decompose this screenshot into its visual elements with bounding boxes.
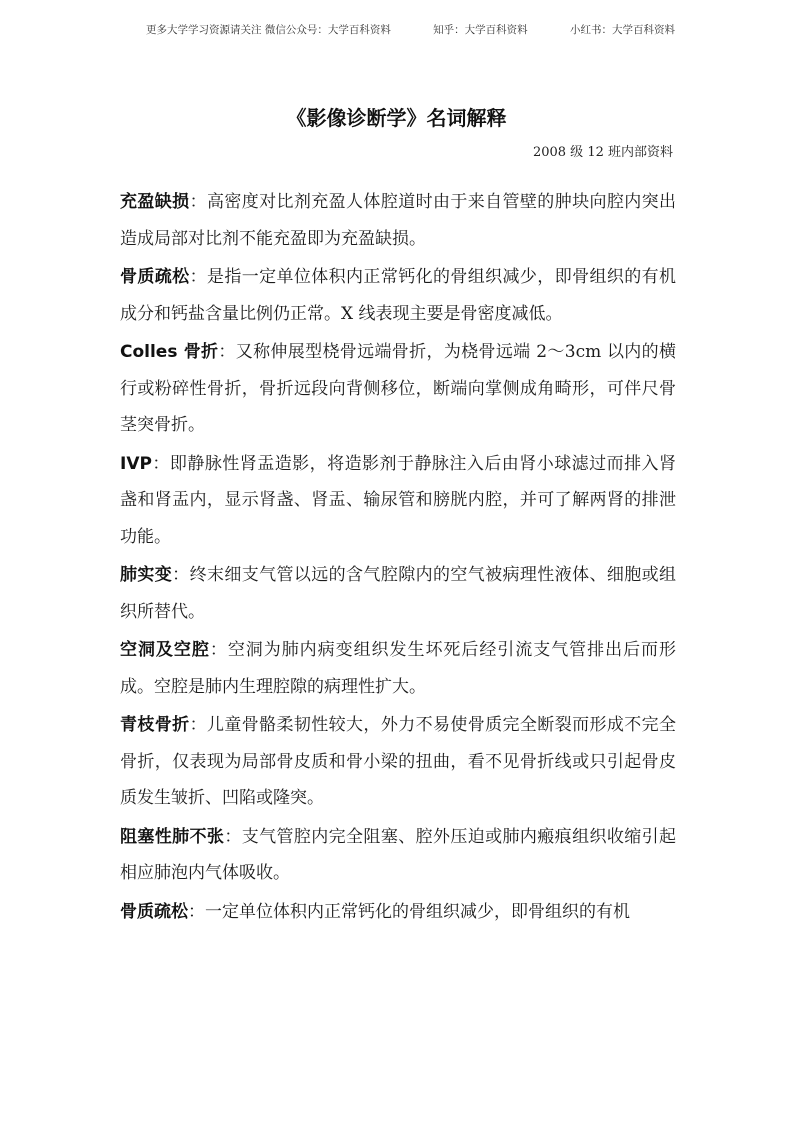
entry-term: 青枝骨折 bbox=[120, 715, 190, 735]
entry-term: 骨质疏松 bbox=[120, 901, 188, 922]
entry-separator: ： bbox=[209, 640, 228, 660]
entry-definition: 是指一定单位体积内正常钙化的骨组织减少，即骨组织的有机成分和钙盐含量比例仍正常。X 线表现主要是骨密度减低。 bbox=[120, 267, 677, 324]
document-subtitle: 2008 级 12 班内部资料 bbox=[532, 145, 673, 160]
entry-definition: 支气管腔内完全阻塞、腔外压迫或肺内瘢痕组织收缩引起相应肺泡内气体吸收。 bbox=[120, 826, 677, 883]
glossary-entry bbox=[120, 819, 676, 892]
glossary-entry bbox=[120, 184, 676, 257]
glossary-entry bbox=[120, 446, 676, 556]
glossary-entry bbox=[120, 707, 676, 817]
header-xiaohongshu-text: 小红书：大学百科资料 bbox=[570, 24, 675, 36]
entry-term: 充盈缺损 bbox=[120, 192, 190, 212]
entry-separator: ： bbox=[172, 565, 190, 585]
page-header bbox=[146, 22, 675, 37]
entry-separator: ： bbox=[224, 826, 242, 847]
entry-definition: 又称伸展型桡骨远端骨折，为桡骨远端 2～3cm 以内的横行或粉碎性骨折，骨折远段向背侧移位，断端向掌侧成角畸形，可伴尺骨茎突骨折。 bbox=[120, 342, 676, 435]
header-promo-text: 更多大学学习资源请关注 微信公众号：大学百科资料 bbox=[146, 24, 391, 36]
entry-definition: 终末细支气管以远的含气腔隙内的空气被病理性液体、细胞或组织所替代。 bbox=[120, 565, 677, 622]
entry-definition: 儿童骨骼柔韧性较大，外力不易使骨质完全断裂而形成不完全骨折，仅表现为局部骨皮质和骨小梁的扭曲，看不见骨折线或只引起骨皮质发生皱折、凹陷或隆突。 bbox=[120, 715, 677, 808]
glossary-entry bbox=[120, 632, 676, 705]
entry-separator: ： bbox=[189, 192, 207, 212]
entry-definition: 一定单位体积内正常钙化的骨组织减少，即骨组织的有机 bbox=[205, 901, 630, 922]
glossary-entry bbox=[120, 557, 676, 630]
entry-definition: 空洞为肺内病变组织发生坏死后经引流支气管排出后而形成。空腔是肺内生理腔隙的病理性扩大。 bbox=[120, 640, 677, 697]
entry-separator: ： bbox=[218, 342, 236, 362]
glossary-entry bbox=[120, 259, 676, 332]
glossary-entry bbox=[120, 334, 676, 444]
entry-separator: ： bbox=[151, 453, 170, 474]
entry-separator: ： bbox=[189, 267, 207, 287]
document-title: 《影像诊断学》名词解释 bbox=[286, 106, 507, 130]
entry-term: 骨质疏松 bbox=[120, 267, 190, 287]
entry-term: 肺实变 bbox=[120, 565, 173, 585]
entry-term: Colles 骨折 bbox=[120, 342, 219, 362]
glossary-entry bbox=[120, 894, 676, 931]
header-zhihu-text: 知乎：大学百科资料 bbox=[433, 24, 528, 36]
entry-term: 阻塞性肺不张 bbox=[120, 826, 225, 847]
entry-term: IVP bbox=[120, 453, 152, 474]
entry-term: 空洞及空腔 bbox=[120, 640, 210, 660]
glossary-content bbox=[120, 184, 676, 932]
entry-separator: ： bbox=[189, 715, 207, 735]
entry-definition: 即静脉性肾盂造影，将造影剂于静脉注入后由肾小球滤过而排入肾盏和肾盂内，显示肾盏、肾盂、输尿管和膀胱内腔，并可了解两肾的排泄功能。 bbox=[120, 453, 676, 547]
entry-definition: 高密度对比剂充盈人体腔道时由于来自管壁的肿块向腔内突出造成局部对比剂不能充盈即为充盈缺损。 bbox=[120, 192, 677, 249]
entry-separator: ： bbox=[188, 901, 205, 922]
